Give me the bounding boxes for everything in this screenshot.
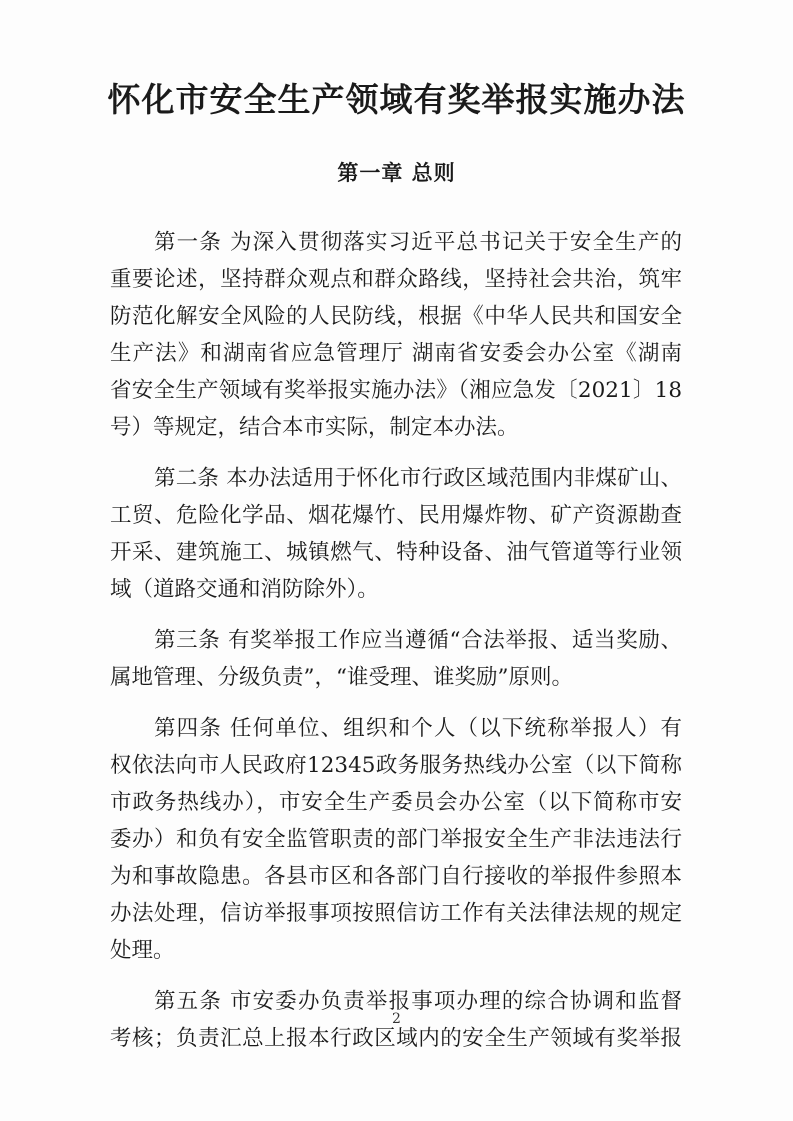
page-number: 2 bbox=[392, 1011, 401, 1027]
article-3-line-1: 第三条 有奖举报工作应当遵循“合法举报、适当奖励、 bbox=[154, 628, 682, 653]
article-1-line-6: 号）等规定，结合本市实际，制定本办法。 bbox=[110, 415, 519, 440]
article-4-line-7: 处理。 bbox=[110, 938, 175, 963]
article-1-line-5: 省安全生产领域有奖举报实施办法》（湘应急发〔2021〕18 bbox=[110, 378, 682, 403]
article-1-line-4: 生产法》和湖南省应急管理厅 湖南省安委会办公室《湖南 bbox=[110, 341, 682, 366]
article-4-line-5: 为和事故隐患。各县市区和各部门自行接收的举报件参照本 bbox=[110, 864, 682, 889]
article-4-line-6: 办法处理，信访举报事项按照信访工作有关法律法规的规定 bbox=[110, 901, 682, 926]
chapter-heading: 第一章 总则 bbox=[337, 160, 456, 185]
article-2-line-4: 域（道路交通和消防除外）。 bbox=[110, 577, 379, 602]
article-2-line-1: 第二条 本办法适用于怀化市行政区域范围内非煤矿山、 bbox=[154, 466, 682, 491]
article-4-line-2: 权依法向市人民政府12345政务服务热线办公室（以下简称 bbox=[110, 753, 682, 778]
article-4-line-3: 市政务热线办），市安全生产委员会办公室（以下简称市安 bbox=[110, 790, 682, 815]
article-1-line-1: 第一条 为深入贯彻落实习近平总书记关于安全生产的 bbox=[154, 230, 682, 255]
document-body bbox=[110, 224, 682, 1057]
article-5-line-2: 考核；负责汇总上报本行政区域内的安全生产领域有奖举报 bbox=[110, 1026, 682, 1051]
article-2-line-2: 工贸、危险化学品、烟花爆竹、民用爆炸物、矿产资源勘查 bbox=[110, 503, 682, 528]
article-1-line-3: 防范化解安全风险的人民防线，根据《中华人民共和国安全 bbox=[110, 304, 682, 329]
article-1-line-2: 重要论述，坚持群众观点和群众路线，坚持社会共治，筑牢 bbox=[110, 267, 682, 292]
article-3-line-2: 属地管理、分级负责”，“谁受理、谁奖励”原则。 bbox=[110, 665, 573, 690]
article-4-line-4: 委办）和负有安全监管职责的部门举报安全生产非法违法行 bbox=[110, 827, 682, 852]
article-4-line-1: 第四条 任何单位、组织和个人（以下统称举报人）有 bbox=[154, 716, 682, 741]
document-title: 怀化市安全生产领域有奖举报实施办法 bbox=[107, 80, 686, 119]
article-5-line-1: 第五条 市安委办负责举报事项办理的综合协调和监督 bbox=[154, 989, 682, 1014]
article-2-line-3: 开采、建筑施工、城镇燃气、特种设备、油气管道等行业领 bbox=[110, 540, 682, 565]
